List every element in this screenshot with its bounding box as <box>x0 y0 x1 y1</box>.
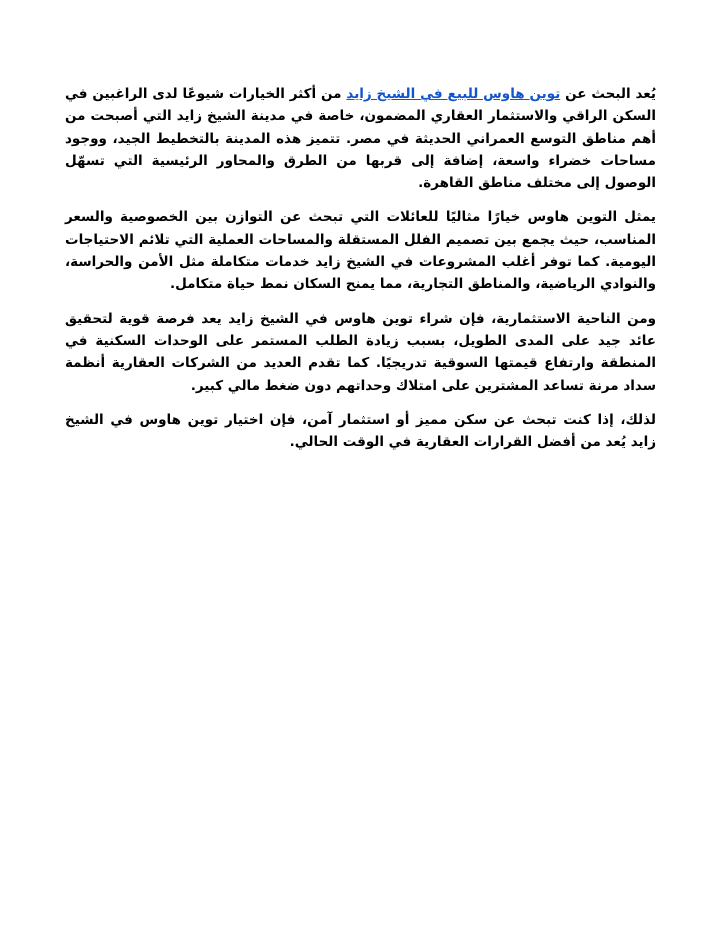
paragraph-investment: ومن الناحية الاستثمارية، فإن شراء توين هاوس في الشيخ زايد يعد فرصة قوية لتحقيق عائد جيد على المدى الطويل، بسبب زيادة الطلب المستمر على الوحدات السكنية في المنطقة وارتفاع قيمتها السوقية تدريجيًا. كما تقدم العديد من الشركات العقارية أنظمة سداد مرنة تساعد المشترين على امتلاك وحداتهم دون ضغط مالي كبير. <box>65 310 656 394</box>
paragraph-intro-suffix: من أكثر الخيارات شيوعًا لدى الراغبين في السكن الراقي والاستثمار العقاري المضمون، خاصة في مدينة الشيخ زايد التي أصبحت من أهم مناطق التوسع العمراني الحديثة في مصر. تتميز هذه المدينة بالتخطيط الجيد، ووجود مساحات خضراء واسعة، إضافة إلى قربها من الطرق والمحاور الرئيسية التي تسهّل الوصول إلى مختلف مناطق القاهرة. <box>65 86 656 192</box>
paragraph-conclusion: لذلك، إذا كنت تبحث عن سكن مميز أو استثمار آمن، فإن اختيار توين هاوس في الشيخ زايد يُعد من أفضل القرارات العقارية في الوقت الحالي. <box>65 411 656 451</box>
paragraph-intro <box>65 83 656 194</box>
paragraph-intro-prefix: يُعد البحث عن <box>560 86 656 102</box>
paragraph-family-benefits: يمثل التوين هاوس خيارًا مثاليًا للعائلات التي تبحث عن التوازن بين الخصوصية والسعر المناسب، حيث يجمع بين تصميم الفلل المستقلة والمساحات العملية التي تلائم الاحتياجات اليومية. كما توفر أغلب المشروعات في الشيخ زايد خدمات متكاملة مثل الأمن والحراسة، والنوادي الرياضية، والمناطق التجارية، مما يمنح السكان نمط حياة متكامل. <box>65 209 656 293</box>
twin-house-sheikh-zayed-link[interactable]: توين هاوس للبيع في الشيخ زايد <box>346 86 561 102</box>
document-body <box>65 83 656 465</box>
